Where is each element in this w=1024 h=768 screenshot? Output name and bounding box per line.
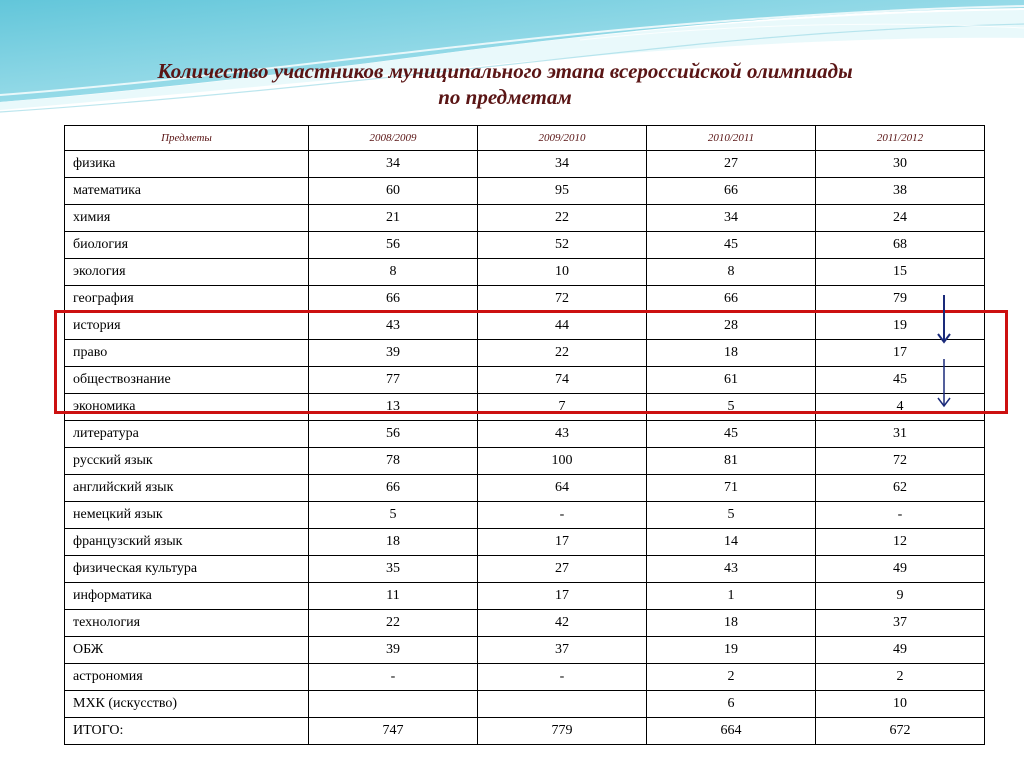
count-cell: 14 — [647, 529, 816, 556]
table-total-row — [65, 718, 985, 745]
count-cell: 18 — [647, 340, 816, 367]
down-arrow-icon — [934, 294, 954, 346]
count-cell: 672 — [816, 718, 985, 745]
count-cell: 2 — [816, 664, 985, 691]
count-cell: - — [816, 502, 985, 529]
subject-cell: химия — [65, 205, 309, 232]
count-cell: 56 — [309, 421, 478, 448]
count-cell: 31 — [816, 421, 985, 448]
count-cell: 68 — [816, 232, 985, 259]
count-cell: 81 — [647, 448, 816, 475]
count-cell: 5 — [647, 394, 816, 421]
column-header-subject: Предметы — [65, 126, 309, 151]
count-cell: 66 — [647, 178, 816, 205]
table-header-row — [65, 126, 985, 151]
count-cell: 19 — [816, 313, 985, 340]
count-cell: 74 — [478, 367, 647, 394]
count-cell: 95 — [478, 178, 647, 205]
count-cell: 64 — [478, 475, 647, 502]
count-cell: 6 — [647, 691, 816, 718]
count-cell: 49 — [816, 556, 985, 583]
count-cell: 27 — [647, 151, 816, 178]
count-cell: 28 — [647, 313, 816, 340]
count-cell: 4 — [816, 394, 985, 421]
count-cell: 1 — [647, 583, 816, 610]
count-cell: 5 — [647, 502, 816, 529]
count-cell: 18 — [309, 529, 478, 556]
table-row — [65, 286, 985, 313]
count-cell: 27 — [478, 556, 647, 583]
count-cell: 78 — [309, 448, 478, 475]
table-row — [65, 637, 985, 664]
count-cell: - — [478, 664, 647, 691]
subject-cell: математика — [65, 178, 309, 205]
table-row — [65, 664, 985, 691]
count-cell: 45 — [647, 232, 816, 259]
count-cell: 664 — [647, 718, 816, 745]
count-cell: 43 — [478, 421, 647, 448]
count-cell: 61 — [647, 367, 816, 394]
column-header-year: 2008/2009 — [309, 126, 478, 151]
count-cell: 77 — [309, 367, 478, 394]
subject-cell: ИТОГО: — [65, 718, 309, 745]
count-cell — [478, 691, 647, 718]
column-header-year: 2010/2011 — [647, 126, 816, 151]
subject-cell: экономика — [65, 394, 309, 421]
count-cell: 39 — [309, 637, 478, 664]
count-cell: 12 — [816, 529, 985, 556]
subject-cell: информатика — [65, 583, 309, 610]
count-cell: 19 — [647, 637, 816, 664]
count-cell: 38 — [816, 178, 985, 205]
subject-cell: технология — [65, 610, 309, 637]
count-cell: 779 — [478, 718, 647, 745]
count-cell: 66 — [647, 286, 816, 313]
count-cell: 52 — [478, 232, 647, 259]
count-cell: 34 — [647, 205, 816, 232]
subject-cell: ОБЖ — [65, 637, 309, 664]
count-cell: 21 — [309, 205, 478, 232]
title-line-2: по предметам — [438, 85, 572, 109]
participants-table — [64, 125, 985, 745]
subject-cell: астрономия — [65, 664, 309, 691]
table-row — [65, 232, 985, 259]
count-cell: 66 — [309, 286, 478, 313]
count-cell: 45 — [816, 367, 985, 394]
count-cell: 17 — [816, 340, 985, 367]
table-row — [65, 448, 985, 475]
table-row — [65, 475, 985, 502]
count-cell: 22 — [478, 205, 647, 232]
subject-cell: французский язык — [65, 529, 309, 556]
count-cell: 2 — [647, 664, 816, 691]
count-cell: 45 — [647, 421, 816, 448]
count-cell: 10 — [816, 691, 985, 718]
subject-cell: обществознание — [65, 367, 309, 394]
count-cell: 15 — [816, 259, 985, 286]
count-cell: 62 — [816, 475, 985, 502]
count-cell: 43 — [309, 313, 478, 340]
table-row — [65, 583, 985, 610]
down-arrow-icon — [934, 358, 954, 410]
subject-cell: биология — [65, 232, 309, 259]
count-cell: 49 — [816, 637, 985, 664]
subject-cell: литература — [65, 421, 309, 448]
count-cell: 35 — [309, 556, 478, 583]
count-cell: 71 — [647, 475, 816, 502]
table-row — [65, 205, 985, 232]
count-cell: 17 — [478, 529, 647, 556]
page-title — [0, 58, 1010, 110]
table-row — [65, 259, 985, 286]
count-cell — [309, 691, 478, 718]
table-row — [65, 691, 985, 718]
subject-cell: физическая культура — [65, 556, 309, 583]
table-row — [65, 610, 985, 637]
count-cell: 100 — [478, 448, 647, 475]
count-cell: 37 — [816, 610, 985, 637]
count-cell: 44 — [478, 313, 647, 340]
count-cell: 42 — [478, 610, 647, 637]
subject-cell: право — [65, 340, 309, 367]
count-cell: 43 — [647, 556, 816, 583]
count-cell: 56 — [309, 232, 478, 259]
subject-cell: физика — [65, 151, 309, 178]
subject-cell: экология — [65, 259, 309, 286]
count-cell: - — [478, 502, 647, 529]
count-cell: 66 — [309, 475, 478, 502]
count-cell: 22 — [309, 610, 478, 637]
subject-cell: история — [65, 313, 309, 340]
column-header-year: 2009/2010 — [478, 126, 647, 151]
count-cell: 79 — [816, 286, 985, 313]
count-cell: 10 — [478, 259, 647, 286]
count-cell: 30 — [816, 151, 985, 178]
count-cell: 60 — [309, 178, 478, 205]
table-body — [65, 151, 985, 745]
count-cell: 22 — [478, 340, 647, 367]
title-line-1: Количество участников муниципального этапа всероссийской олимпиады — [157, 59, 853, 83]
count-cell: 5 — [309, 502, 478, 529]
count-cell: 17 — [478, 583, 647, 610]
count-cell: 7 — [478, 394, 647, 421]
table-row — [65, 178, 985, 205]
table-row — [65, 556, 985, 583]
count-cell: 24 — [816, 205, 985, 232]
count-cell: 34 — [309, 151, 478, 178]
count-cell: 13 — [309, 394, 478, 421]
count-cell: 18 — [647, 610, 816, 637]
count-cell: 747 — [309, 718, 478, 745]
count-cell: 8 — [647, 259, 816, 286]
count-cell: 11 — [309, 583, 478, 610]
subject-cell: английский язык — [65, 475, 309, 502]
count-cell: 9 — [816, 583, 985, 610]
column-header-year: 2011/2012 — [816, 126, 985, 151]
count-cell: 72 — [816, 448, 985, 475]
highlight-box — [54, 310, 1008, 414]
table-row — [65, 421, 985, 448]
count-cell: - — [309, 664, 478, 691]
subject-cell: немецкий язык — [65, 502, 309, 529]
table-row — [65, 502, 985, 529]
count-cell: 72 — [478, 286, 647, 313]
count-cell: 37 — [478, 637, 647, 664]
table-row — [65, 529, 985, 556]
table-row — [65, 151, 985, 178]
subject-cell: география — [65, 286, 309, 313]
subject-cell: МХК (искусство) — [65, 691, 309, 718]
count-cell: 39 — [309, 340, 478, 367]
count-cell: 34 — [478, 151, 647, 178]
count-cell: 8 — [309, 259, 478, 286]
subject-cell: русский язык — [65, 448, 309, 475]
